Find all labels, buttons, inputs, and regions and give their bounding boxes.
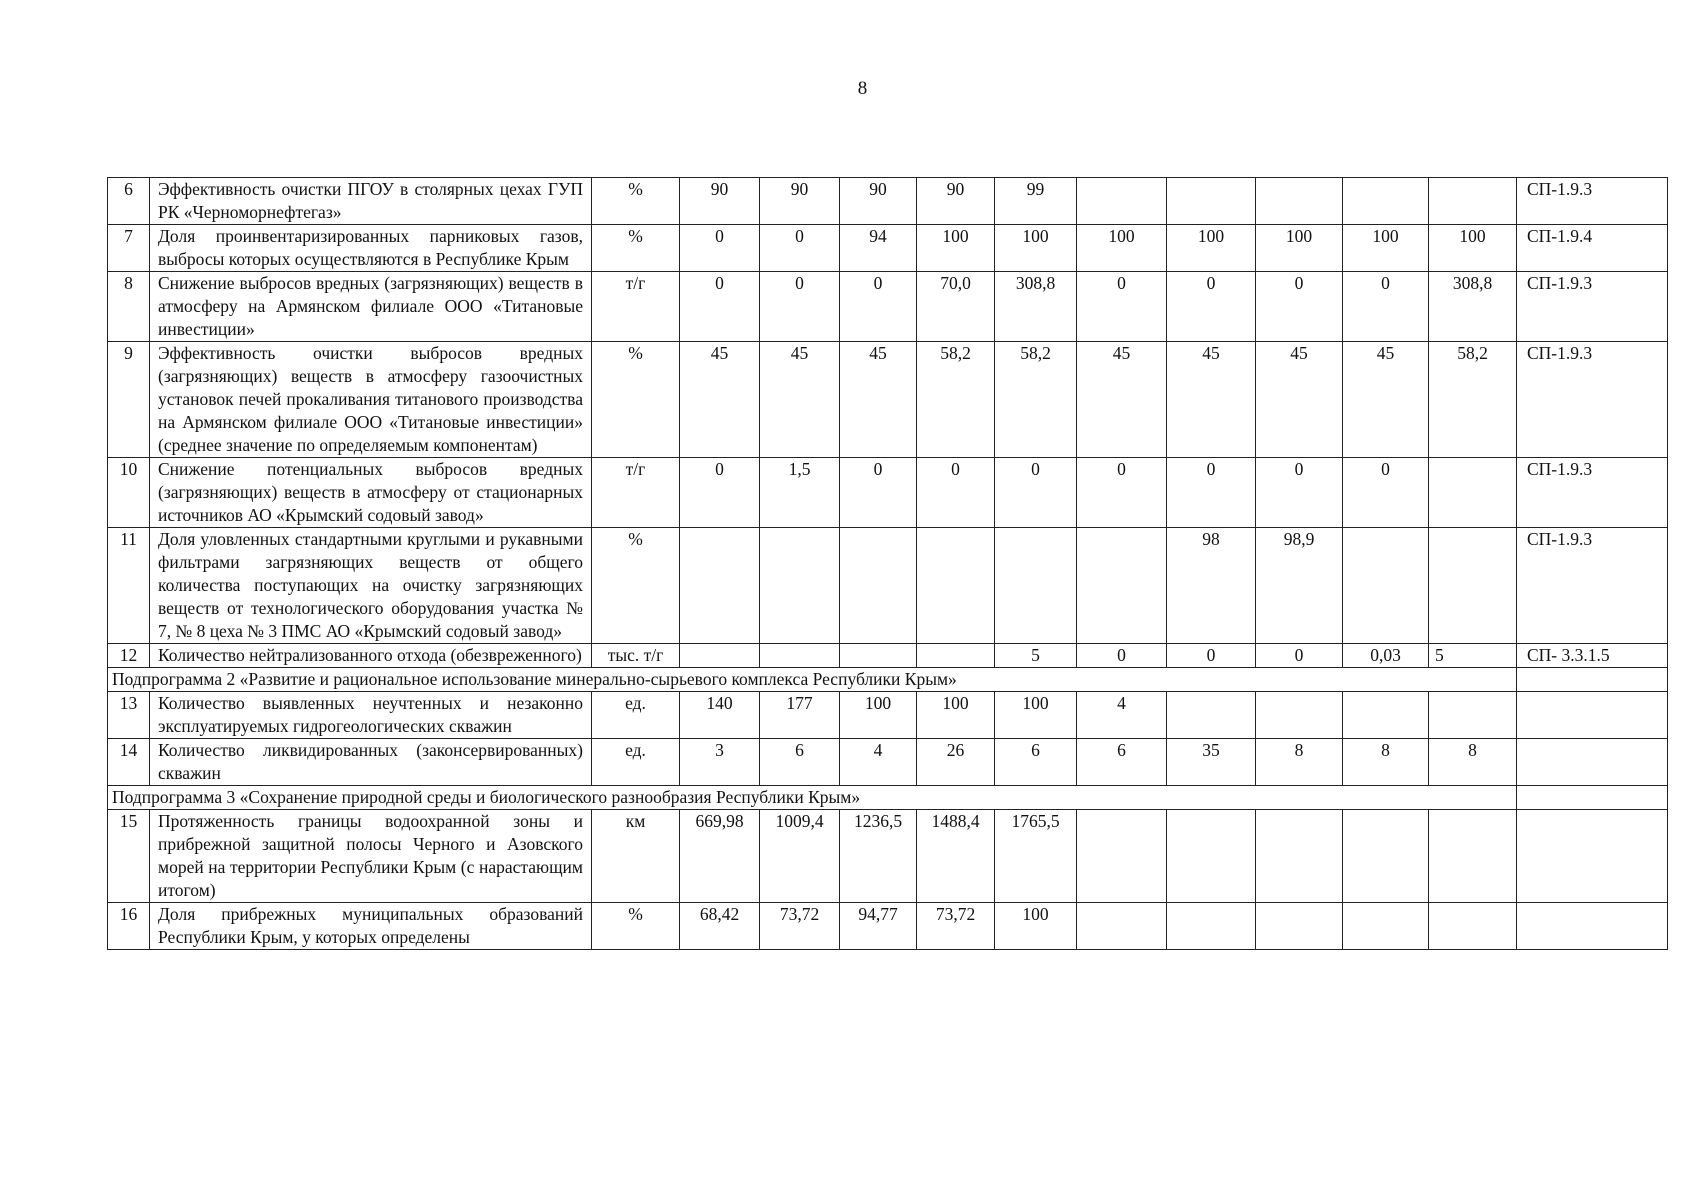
value-cell: 8 — [1343, 739, 1429, 786]
value-cell — [1077, 810, 1167, 903]
value-cell — [1077, 903, 1167, 950]
value-cell: 100 — [1343, 225, 1429, 272]
unit-cell: т/г — [592, 458, 680, 528]
value-cell: 68,42 — [680, 903, 760, 950]
section-title: Подпрограмма 2 «Развитие и рациональное использование минерально-сырьевого комплекса Республики Крым» — [108, 668, 1517, 692]
reference-cell: СП-1.9.3 — [1517, 528, 1668, 644]
value-cell: 45 — [840, 342, 917, 458]
indicator-name: Снижение потенциальных выбросов вредных (загрязняющих) веществ в атмосферу от стационарных источников АО «Крымский содовый завод» — [150, 458, 592, 528]
value-cell — [1343, 528, 1429, 644]
value-cell: 100 — [840, 692, 917, 739]
value-cell: 90 — [680, 178, 760, 225]
value-cell — [1343, 903, 1429, 950]
value-cell: 100 — [917, 225, 995, 272]
value-cell — [1343, 810, 1429, 903]
reference-cell: СП-1.9.3 — [1517, 458, 1668, 528]
value-cell — [1167, 810, 1256, 903]
reference-cell — [1517, 739, 1668, 786]
value-cell: 140 — [680, 692, 760, 739]
table-row — [108, 644, 1668, 668]
table-row — [108, 272, 1668, 342]
value-cell — [1167, 178, 1256, 225]
value-cell — [1077, 528, 1167, 644]
value-cell — [1429, 458, 1517, 528]
value-cell: 100 — [995, 225, 1077, 272]
value-cell: 6 — [760, 739, 840, 786]
value-cell: 45 — [1077, 342, 1167, 458]
row-number: 14 — [108, 739, 150, 786]
reference-cell: СП-1.9.3 — [1517, 272, 1668, 342]
indicator-name: Доля проинвентаризированных парниковых газов, выбросы которых осуществляются в Республике Крым — [150, 225, 592, 272]
value-cell — [1429, 528, 1517, 644]
value-cell — [1256, 692, 1343, 739]
value-cell: 45 — [1256, 342, 1343, 458]
value-cell: 94,77 — [840, 903, 917, 950]
row-number: 9 — [108, 342, 150, 458]
value-cell: 1765,5 — [995, 810, 1077, 903]
row-number: 8 — [108, 272, 150, 342]
value-cell: 100 — [1167, 225, 1256, 272]
value-cell: 0 — [1343, 272, 1429, 342]
value-cell — [1429, 178, 1517, 225]
value-cell: 100 — [1256, 225, 1343, 272]
value-cell: 0 — [1256, 458, 1343, 528]
page-number: 8 — [857, 78, 868, 99]
row-number: 13 — [108, 692, 150, 739]
value-cell: 58,2 — [917, 342, 995, 458]
value-cell: 5 — [995, 644, 1077, 668]
value-cell: 100 — [995, 692, 1077, 739]
indicator-name: Эффективность очистки ПГОУ в столярных цехах ГУП РК «Черноморнефтегаз» — [150, 178, 592, 225]
value-cell: 0 — [680, 272, 760, 342]
value-cell — [917, 528, 995, 644]
value-cell: 4 — [1077, 692, 1167, 739]
table-row — [108, 342, 1668, 458]
indicator-name: Количество ликвидированных (законсервированных) скважин — [150, 739, 592, 786]
table-row — [108, 178, 1668, 225]
value-cell — [1256, 178, 1343, 225]
value-cell — [840, 528, 917, 644]
indicator-name: Снижение выбросов вредных (загрязняющих) веществ в атмосферу на Армянском филиале ООО «Титановые инвестиции» — [150, 272, 592, 342]
table-row — [108, 692, 1668, 739]
value-cell: 0 — [1167, 644, 1256, 668]
value-cell — [1256, 810, 1343, 903]
unit-cell: % — [592, 528, 680, 644]
indicator-name: Доля прибрежных муниципальных образований Республики Крым, у которых определены — [150, 903, 592, 950]
value-cell — [840, 644, 917, 668]
indicator-name: Доля уловленных стандартными круглыми и рукавными фильтрами загрязняющих веществ от общего количества поступающих на очистку загрязняющих веществ от технологического оборудования участка № 7, № 8 цеха № 3 ПМС АО «Крымский содовый завод» — [150, 528, 592, 644]
table-row — [108, 810, 1668, 903]
value-cell: 1,5 — [760, 458, 840, 528]
value-cell: 45 — [1167, 342, 1256, 458]
value-cell: 90 — [917, 178, 995, 225]
value-cell: 0 — [995, 458, 1077, 528]
value-cell: 45 — [760, 342, 840, 458]
value-cell: 58,2 — [995, 342, 1077, 458]
value-cell: 100 — [995, 903, 1077, 950]
value-cell: 0 — [760, 272, 840, 342]
row-number: 6 — [108, 178, 150, 225]
section-ref-cell — [1517, 786, 1668, 810]
value-cell: 0 — [1077, 272, 1167, 342]
value-cell: 99 — [995, 178, 1077, 225]
value-cell: 0 — [1167, 458, 1256, 528]
value-cell: 98 — [1167, 528, 1256, 644]
value-cell: 90 — [840, 178, 917, 225]
value-cell: 100 — [1429, 225, 1517, 272]
reference-cell: СП-1.9.3 — [1517, 178, 1668, 225]
value-cell: 6 — [1077, 739, 1167, 786]
value-cell: 0 — [840, 458, 917, 528]
value-cell: 73,72 — [760, 903, 840, 950]
indicator-name: Количество нейтрализованного отхода (обезвреженного) — [150, 644, 592, 668]
indicator-name: Количество выявленных неучтенных и незаконно эксплуатируемых гидрогеологических скважин — [150, 692, 592, 739]
value-cell — [680, 528, 760, 644]
value-cell: 0 — [840, 272, 917, 342]
row-number: 10 — [108, 458, 150, 528]
value-cell: 1009,4 — [760, 810, 840, 903]
value-cell: 45 — [680, 342, 760, 458]
value-cell — [1429, 903, 1517, 950]
value-cell: 8 — [1429, 739, 1517, 786]
unit-cell: % — [592, 342, 680, 458]
value-cell: 308,8 — [995, 272, 1077, 342]
section-row — [108, 668, 1668, 692]
table-row — [108, 458, 1668, 528]
value-cell: 308,8 — [1429, 272, 1517, 342]
indicator-name: Протяженность границы водоохранной зоны и прибрежной защитной полосы Черного и Азовского морей на территории Республики Крым (с нарастающим итогом) — [150, 810, 592, 903]
value-cell: 0 — [1077, 458, 1167, 528]
row-number: 12 — [108, 644, 150, 668]
row-number: 7 — [108, 225, 150, 272]
value-cell — [1343, 178, 1429, 225]
unit-cell: ед. — [592, 739, 680, 786]
unit-cell: % — [592, 225, 680, 272]
table-row — [108, 225, 1668, 272]
section-title: Подпрограмма 3 «Сохранение природной среды и биологического разнообразия Республики Крым» — [108, 786, 1517, 810]
unit-cell: км — [592, 810, 680, 903]
value-cell: 0 — [680, 225, 760, 272]
value-cell: 5 — [1429, 644, 1517, 668]
unit-cell: % — [592, 903, 680, 950]
reference-cell — [1517, 692, 1668, 739]
value-cell: 177 — [760, 692, 840, 739]
value-cell: 0 — [760, 225, 840, 272]
unit-cell: тыс. т/г — [592, 644, 680, 668]
value-cell: 0,03 — [1343, 644, 1429, 668]
indicators-table — [107, 177, 1668, 950]
table-row — [108, 528, 1668, 644]
value-cell — [1429, 810, 1517, 903]
value-cell: 0 — [1256, 272, 1343, 342]
value-cell: 100 — [1077, 225, 1167, 272]
value-cell: 0 — [1343, 458, 1429, 528]
value-cell: 0 — [1077, 644, 1167, 668]
reference-cell — [1517, 810, 1668, 903]
value-cell — [760, 528, 840, 644]
unit-cell: % — [592, 178, 680, 225]
value-cell: 73,72 — [917, 903, 995, 950]
value-cell: 669,98 — [680, 810, 760, 903]
value-cell: 94 — [840, 225, 917, 272]
value-cell: 45 — [1343, 342, 1429, 458]
unit-cell: т/г — [592, 272, 680, 342]
value-cell: 6 — [995, 739, 1077, 786]
value-cell — [1167, 903, 1256, 950]
reference-cell: СП- 3.3.1.5 — [1517, 644, 1668, 668]
value-cell: 3 — [680, 739, 760, 786]
value-cell — [1256, 903, 1343, 950]
section-row — [108, 786, 1668, 810]
reference-cell — [1517, 903, 1668, 950]
value-cell: 100 — [917, 692, 995, 739]
value-cell: 0 — [680, 458, 760, 528]
value-cell — [995, 528, 1077, 644]
value-cell: 98,9 — [1256, 528, 1343, 644]
value-cell: 1236,5 — [840, 810, 917, 903]
table-row — [108, 903, 1668, 950]
value-cell — [917, 644, 995, 668]
value-cell: 0 — [1256, 644, 1343, 668]
value-cell — [1343, 692, 1429, 739]
reference-cell: СП-1.9.4 — [1517, 225, 1668, 272]
value-cell — [1429, 692, 1517, 739]
value-cell: 26 — [917, 739, 995, 786]
row-number: 11 — [108, 528, 150, 644]
reference-cell: СП-1.9.3 — [1517, 342, 1668, 458]
value-cell — [760, 644, 840, 668]
value-cell: 1488,4 — [917, 810, 995, 903]
value-cell: 70,0 — [917, 272, 995, 342]
value-cell: 0 — [917, 458, 995, 528]
value-cell — [1167, 692, 1256, 739]
value-cell: 0 — [1167, 272, 1256, 342]
section-ref-cell — [1517, 668, 1668, 692]
row-number: 15 — [108, 810, 150, 903]
row-number: 16 — [108, 903, 150, 950]
unit-cell: ед. — [592, 692, 680, 739]
table-row — [108, 739, 1668, 786]
value-cell: 4 — [840, 739, 917, 786]
value-cell: 90 — [760, 178, 840, 225]
value-cell: 35 — [1167, 739, 1256, 786]
value-cell: 58,2 — [1429, 342, 1517, 458]
value-cell — [680, 644, 760, 668]
value-cell — [1077, 178, 1167, 225]
value-cell: 8 — [1256, 739, 1343, 786]
indicator-name: Эффективность очистки выбросов вредных (загрязняющих) веществ в атмосферу газоочистных установок печей прокаливания титанового производства на Армянском филиале ООО «Титановые инвестиции» (среднее значение по определяемым компонентам) — [150, 342, 592, 458]
